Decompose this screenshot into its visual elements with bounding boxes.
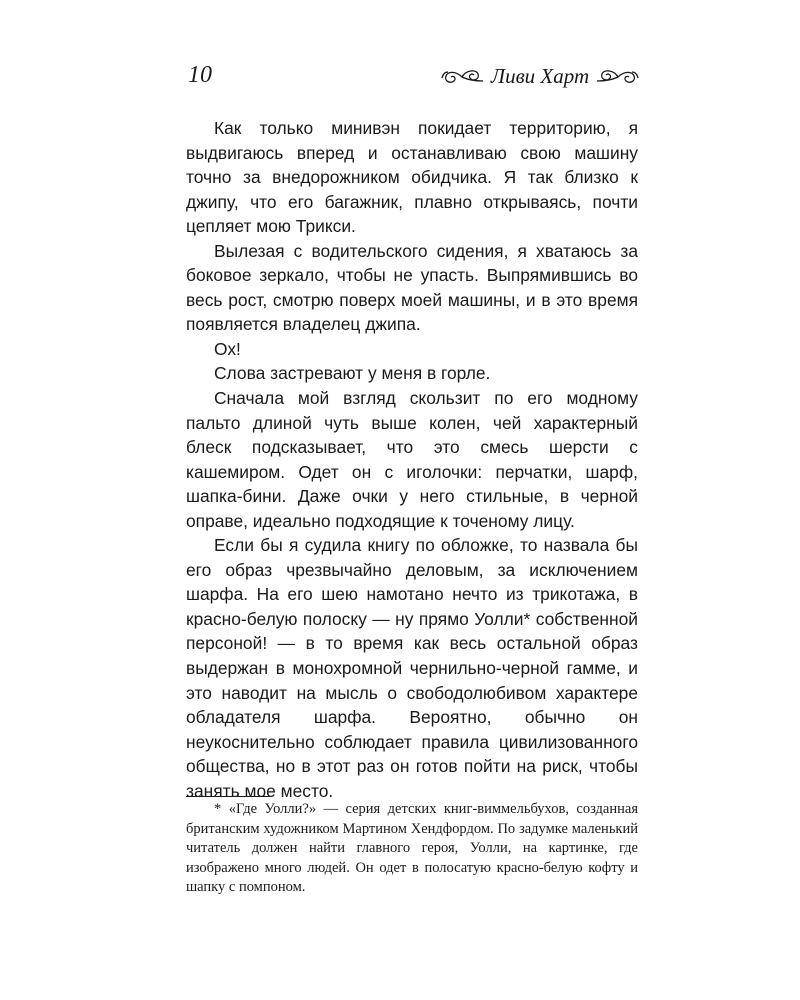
paragraph: Ох! (214, 338, 241, 359)
paragraph: Как только минивэн покидает территорию, я выдвигаюсь вперед и останавливаю свою машину точно за внедорожником обидчика. Я так близко к джипу, что его багажник, плавно открываясь, почти цепляет мою Трикси. (186, 118, 638, 237)
paragraph: Слова застревают у меня в горле. (214, 363, 491, 384)
main-text (186, 116, 638, 803)
page-number: 10 (188, 62, 212, 88)
paragraph: Сначала мой взгляд скользит по его модному пальто длиной чуть выше колен, чей характерный блеск подсказывает, что это смесь шерсти с кашемиром. Одет он с иголочки: перчатки, шарф, шапка-бини. Даже очки у него стильные, в черной оправе, идеально подходящие к точеному лицу. (186, 388, 638, 531)
swirl-ornament-icon (440, 66, 484, 88)
running-head-author: Ливи Харт (490, 64, 590, 88)
footnote: * «Где Уолли?» — серия детских книг-виммельбухов, созданная британским художником Мартином Хендфордом. По задумке маленький читатель должен найти главного героя, Уолли, на картинке, где изображено много людей. Он одет в полосатую красно-белую кофту и шапку с помпоном. (186, 801, 638, 895)
footnote-divider (186, 796, 272, 797)
paragraph: Вылезая с водительского сидения, я хватаюсь за боковое зеркало, чтобы не упасть. Выпрямившись во весь рост, смотрю поверх моей машины, и в это время появляется владелец джипа. (186, 240, 638, 335)
swirl-ornament-icon (596, 66, 640, 88)
paragraph: Если бы я судила книгу по обложке, то назвала бы его образ чрезвычайно деловым, за исключением шарфа. На его шею намотано нечто из трикотажа, в красно-белую полоску — ну прямо Уолли* собственной персоной! — в то время как весь остальной образ выдержан в монохромной чернильно-черной гамме, и это наводит на мысль о свободолюбивом характере обладателя шарфа. Вероятно, обычно он неукоснительно соблюдает правила цивилизованного общества, но в этот раз он готов пойти на риск, чтобы занять мое место. (186, 535, 638, 801)
running-head (440, 64, 640, 89)
